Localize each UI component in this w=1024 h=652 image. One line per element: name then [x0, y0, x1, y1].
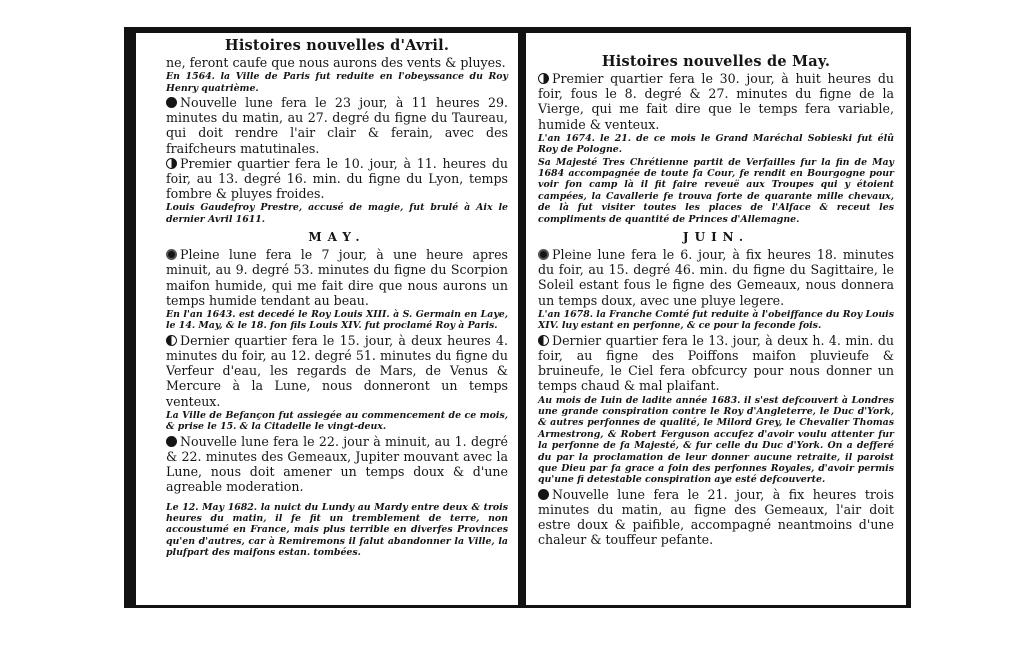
historical-note: En l'an 1643. est decedé le Roy Louis XIII. à S. Germain en Laye, le 14. May, & le 18. fon fils Louis XIV. fut proclamé Roy à Paris. — [166, 309, 508, 332]
first-quarter-icon — [166, 158, 177, 169]
left-page-header: Histoires nouvelles d'Avril. — [224, 37, 450, 54]
almanac-paragraph — [166, 247, 508, 308]
almanac-paragraph — [166, 434, 508, 495]
right-page-header: Histoires nouvelles de May. — [601, 53, 831, 70]
paragraph-text: Nouvelle lune fera le 22. jour à minuit, au 1. degré & 22. minutes des Gemeaux, Jupiter mouvant avec la Lune, nous doit amener un temps doux & d'une agreable moderation. — [166, 433, 508, 495]
historical-note: Sa Majesté Tres Chrétienne partit de Verfailles fur la fin de May 1684 accompagnée de toute fa Cour, fe rendit en Bourgogne pour voir fon camp là il fit faire reveuë aux Troupes qui y étoient campées, la Cavallerie fe trouva forte de quarante mille chevaux, de là fut visiter toutes les places de l'Alface & receut les compliments de quantité de Princes d'Allemagne. — [538, 156, 894, 225]
historical-note: Louis Gaudefroy Prestre, accusé de magie, fut brulé à Aix le dernier Avril 1611. — [166, 202, 508, 225]
paragraph-text: Nouvelle lune fera le 21. jour, à fix heures trois minutes du matin, au figne des Gemeaux, l'air doit estre doux & paifible, accompagné neantmoins d'une chaleur & touffeur pefante. — [538, 486, 894, 548]
last-quarter-icon — [166, 335, 177, 346]
last-quarter-icon — [538, 335, 549, 346]
paragraph-text: Dernier quartier fera le 13. jour, à deux h. 4. min. du foir, au figne des Poiffons maifon pluvieufe & bruineufe, le Ciel fera obfcurcy pour nous donner un temps chaud & mal plaifant. — [538, 332, 894, 394]
almanac-paragraph — [538, 71, 894, 132]
almanac-paragraph — [166, 333, 508, 409]
historical-note: L'an 1678. la Franche Comté fut reduite à l'obeiffance du Roy Louis XIV. luy estant en perfonne, & ce pour la feconde fois. — [538, 308, 894, 332]
left-page — [136, 33, 518, 605]
new-moon-icon — [538, 489, 549, 500]
right-page — [526, 33, 906, 605]
first-quarter-icon — [538, 73, 549, 84]
almanac-paragraph — [166, 55, 508, 70]
historical-note: La Ville de Befançon fut assiegée au commencement de ce mois, & prise le 15. & la Citadelle le vingt-deux. — [166, 409, 508, 433]
full-moon-icon — [166, 249, 177, 260]
paragraph-text: ne, feront caufe que nous aurons des vents & pluyes. — [166, 55, 506, 70]
almanac-paragraph — [538, 487, 894, 548]
paragraph-text: Premier quartier fera le 10. jour, à 11. heures du foir, au 13. degré 16. min. du figne du Lyon, temps fombre & pluyes froides. — [166, 155, 508, 202]
paragraph-text: Dernier quartier fera le 15. jour, à deux heures 4. minutes du foir, au 12. degré 51. minutes du figne du Verfeur d'eau, les regards de Mars, de Venus & Mercure à la Lune, nous donneront un temps venteux. — [166, 332, 508, 409]
spacer — [166, 495, 508, 501]
paragraph-text: Nouvelle lune fera le 23 jour, à 11 heures 29. minutes du matin, au 27. degré du figne du Taureau, qui doit rendre l'air clair & ferain, avec des fraifcheurs matutinales. — [166, 95, 508, 156]
historical-note: Au mois de Iuin de ladite année 1683. il s'est defcouvert à Londres une grande conspiration contre le Roy d'Angleterre, le Duc d'York, & autres perfonnes de qualité, le Milord Grey, le Chevalier Thomas Armestrong, & Robert Ferguson accufez d'avoir voulu attenter fur la perfonne de fa Majesté, & fur celle du Duc d'York. On a defferé du par la proclamation de leur donner aucune retraite, il paroist que Dieu par fa grace a foin des perfonnes Royales, d'avoir permis qu'une fi detestable conspiration aye esté defcouverte. — [538, 394, 894, 486]
historical-note: Le 12. May 1682. la nuict du Lundy au Mardy entre deux & trois heures du matin, il fe fit un tremblement de terre, non accoustumé en France, mais plus terrible en diverfes Provinces qu'en d'autres, car à Remiremons il falut abandonner la Ville, la plufpart des maifons estan. tombées. — [166, 501, 508, 559]
almanac-paragraph — [166, 95, 508, 156]
paragraph-text: Pleine lune fera le 6. jour, à fix heures 18. minutes du foir, au 15. degré 46. min. du figne du Sagittaire, le Soleil estant fous le figne des Gemeaux, nous donnera un temps doux, avec une pluye legere. — [538, 247, 894, 308]
month-heading: MAY. — [308, 230, 366, 245]
right-page-body — [538, 71, 894, 548]
left-page-body — [166, 55, 508, 559]
almanac-paragraph — [538, 333, 894, 394]
new-moon-icon — [166, 97, 177, 108]
almanac-paragraph — [166, 156, 508, 202]
full-moon-icon — [538, 249, 549, 260]
book-spread — [124, 27, 911, 608]
paragraph-text: Pleine lune fera le 7 jour, à une heure apres minuit, au 9. degré 53. minutes du figne du Scorpion maifon humide, qui me fait dire que nous aurons un temps humide tendant au beau. — [166, 247, 508, 308]
almanac-paragraph — [538, 247, 894, 308]
new-moon-icon — [166, 436, 177, 447]
historical-note: L'an 1674. le 21. de ce mois le Grand Maréchal Sobieski fut élû Roy de Pologne. — [538, 132, 894, 156]
historical-note: En 1564. la Ville de Paris fut reduite en l'obeyssance du Roy Henry quatrième. — [166, 71, 508, 94]
month-heading: JUIN. — [682, 230, 750, 245]
paragraph-text: Premier quartier fera le 30. jour, à huit heures du foir, fous le 8. degré & 27. minutes du figne de la Vierge, qui me fait dire que le temps fera variable, humide & venteux. — [538, 71, 894, 132]
